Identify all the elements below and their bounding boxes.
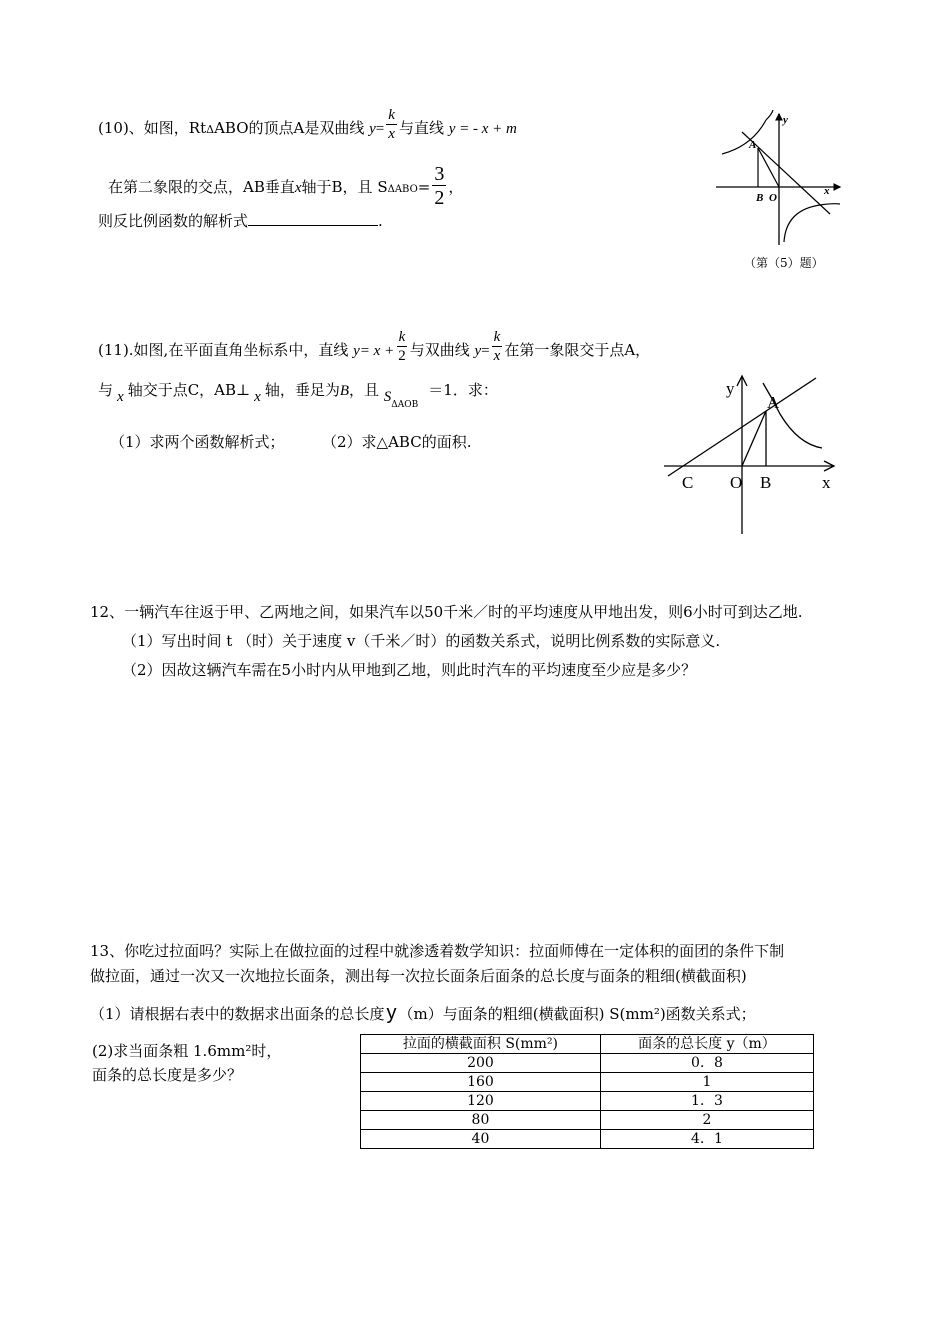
label-B: B [756,192,764,204]
table-row [361,1073,814,1092]
table-header-cell: 拉面的横截面积 S(mm²) [361,1035,601,1054]
q10-frac-k-over-x: $\frac{k}{x}$ [388,107,395,142]
q13-line2: 做拉面，通过一次又一次地拉长面条，测出每一次拉长面条后面条的总长度与面条的粗细(横截面积) [90,967,747,985]
figure-q11 [660,372,840,537]
table-cell: 1．3 [600,1092,813,1111]
q13-sub2-line1: (2)求当面条粗 1.6mm²时， [92,1042,282,1060]
table-cell: 1 [600,1073,813,1092]
hyperbola-branch-2b [766,110,773,120]
table-cell: 2 [600,1111,813,1130]
q13-sub1: （1）请根据右表中的数据求出面条的总长度 y （m）与面条的粗细(横截面积) S(mm²)函数关系式； [90,1002,756,1024]
figure-q10-caption: （第（5）题） [744,256,824,270]
label-y: y [726,379,735,398]
table-row [361,1111,814,1130]
table-cell: 120 [361,1092,601,1111]
table-cell: 160 [361,1073,601,1092]
q10-line2: 在第二象限的交点，AB垂直x轴于B，且 SΔABO= $\frac{3}{2}$ ， [108,163,464,209]
q10-line3: 则反比例函数的解析式 . [98,212,383,230]
label-A: A [749,139,757,151]
table-row [361,1092,814,1111]
table-cell: 80 [361,1111,601,1130]
table-row [361,1130,814,1149]
label-B: B [760,473,772,492]
segment-AO [758,148,779,187]
label-x: x [824,185,830,197]
q13-line1: 13、你吃过拉面吗？实际上在做拉面的过程中就渗透着数学知识：拉面师傅在一定体积的面团的条件下制 [90,942,785,960]
q11-line1: (11).如图,在平面直角坐标系中，直线 y= x + $\frac{k}{2}$ 与双曲线 y= $\frac{k}{x}$ 在第一象限交于点A， [98,329,651,364]
label-y: y [783,114,788,126]
table-cell: 0．8 [600,1054,813,1073]
q10-frac-3-over-2: $\frac{3}{2}$ [434,163,445,209]
answer-blank[interactable] [248,211,378,226]
q11-sub2: （2）求△ABC的面积. [322,433,472,451]
table-header-cell: 面条的总长度 y（m） [600,1035,813,1054]
table-row [361,1054,814,1073]
data-table [360,1034,814,1149]
q13-sub2-line2: 面条的总长度是多少？ [92,1066,243,1084]
label-A: A [767,393,780,412]
table-cell: 4．1 [600,1130,813,1149]
figure-q10 [712,110,852,250]
q11-sub1: （1）求两个函数解析式； [110,433,285,451]
q12-text: 12、一辆汽车往返于甲、乙两地之间，如果汽车以50千米／时的平均速度从甲地出发，则6小时可到达乙地. [90,603,803,621]
q11-frac-k-over-x: $\frac{k}{x}$ [493,329,501,364]
q12-sub1: （1）写出时间 t （时）关于速度 v（千米／时）的函数关系式，说明比例系数的实际意义. [122,632,721,650]
q10-line1: (10)、如图，RtΔABO的顶点A是双曲线 y= $\frac{k}{x}$ 与直线 y = - x + m [98,107,517,142]
table-cell: 40 [361,1130,601,1149]
table-header-row [361,1035,814,1054]
q12-sub2: （2）因故这辆汽车需在5小时内从甲地到乙地，则此时汽车的平均速度至少应是多少？ [122,661,697,679]
hyperbola-branch-4 [784,204,840,242]
label-x: x [822,473,831,492]
label-C: C [682,473,694,492]
q11-frac-k-over-2: $\frac{k}{2}$ [398,329,406,364]
q11-line2: 与 x 轴交于点C，AB⊥ x 轴，垂足为B，且 $S_{\Delta AOB}=1$．求： [98,381,498,410]
table-cell: 200 [361,1054,601,1073]
label-O: O [769,192,777,204]
label-O: O [730,473,743,492]
